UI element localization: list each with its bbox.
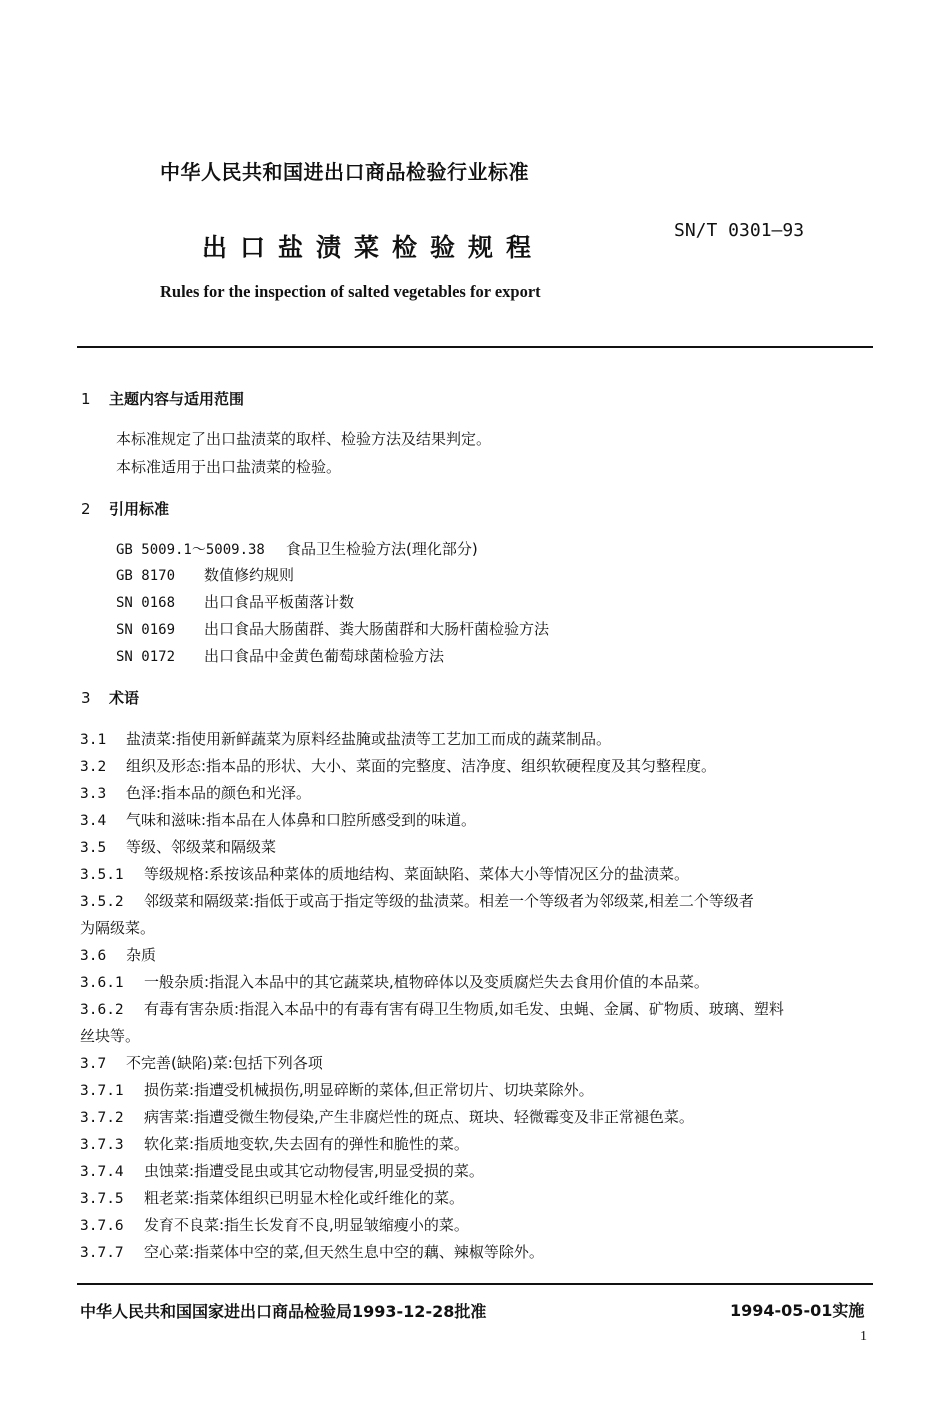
reference-item: [116, 591, 354, 612]
clause-3-7: [80, 1052, 323, 1073]
reference-title: 数值修约规则: [204, 566, 295, 584]
reference-number: GB 8170: [116, 568, 176, 584]
clause-number: 3.5: [80, 840, 107, 856]
clause-text: 邻级菜和隔级菜:指低于或高于指定等级的盐渍菜。相差一个等级者为邻级菜,相差二个等级者: [144, 892, 754, 910]
document-title-cn: 出口盐渍菜检验规程: [202, 233, 545, 262]
clause-continuation: 为隔级菜。: [80, 919, 156, 937]
section-title: 术语: [109, 689, 140, 707]
clause-number: 3.7.4: [80, 1164, 124, 1180]
reference-title: 食品卫生检验方法(理化部分): [286, 540, 478, 558]
clause-text: 等级、邻级菜和隔级菜: [126, 838, 277, 856]
clause-text: 病害菜:指遭受微生物侵染,产生非腐烂性的斑点、斑块、轻微霉变及非正常褪色菜。: [144, 1108, 694, 1126]
clause-3-7-1: [80, 1079, 594, 1100]
clause-number: 3.6.2: [80, 1002, 124, 1018]
clause-3-7-2: [80, 1106, 694, 1127]
issuer-title: 中华人民共和国进出口商品检验行业标准: [160, 160, 529, 184]
footer-divider: [77, 1283, 873, 1285]
clause-text: 有毒有害杂质:指混入本品中的有毒有害有碍卫生物质,如毛发、虫蝇、金属、矿物质、玻璃、塑料: [144, 1000, 784, 1018]
clause-number: 3.1: [80, 732, 107, 748]
clause-text: 空心菜:指菜体中空的菜,但天然生息中空的藕、辣椒等除外。: [144, 1243, 544, 1261]
clause-3-7-3: [80, 1133, 469, 1154]
clause-text: 色泽:指本品的颜色和光泽。: [126, 784, 312, 802]
clause-text: 组织及形态:指本品的形状、大小、菜面的完整度、洁净度、组织软硬程度及其匀整程度。: [126, 757, 717, 775]
clause-3-7-4: [80, 1160, 484, 1181]
page-number: 1: [860, 1329, 867, 1344]
reference-item: [116, 538, 478, 559]
clause-number: 3.5.1: [80, 867, 124, 883]
reference-title: 出口食品大肠菌群、粪大肠菌群和大肠杆菌检验方法: [204, 620, 550, 638]
reference-item: [116, 564, 294, 585]
clause-3-6-1: [80, 971, 709, 992]
paragraph: 本标准规定了出口盐渍菜的取样、检验方法及结果判定。: [116, 430, 492, 448]
reference-number: SN 0169: [116, 622, 176, 638]
section-2-heading: [81, 498, 169, 519]
header-divider: [77, 346, 873, 348]
clause-3-6-2: [80, 998, 784, 1019]
clause-3-6: [80, 944, 156, 965]
section-title: 主题内容与适用范围: [109, 390, 245, 408]
reference-item: [116, 645, 444, 666]
reference-title: 出口食品中金黄色葡萄球菌检验方法: [204, 647, 445, 665]
clause-text: 粗老菜:指菜体组织已明显木栓化或纤维化的菜。: [144, 1189, 465, 1207]
clause-number: 3.7.7: [80, 1245, 124, 1261]
clause-number: 3.7.3: [80, 1137, 124, 1153]
clause-continuation: 丝块等。: [80, 1027, 141, 1045]
clause-number: 3.6.1: [80, 975, 124, 991]
effective-date: 1994-05-01实施: [730, 1301, 865, 1320]
clause-3-4: [80, 809, 476, 830]
clause-text: 杂质: [126, 946, 157, 964]
clause-text: 发育不良菜:指生长发育不良,明显皱缩瘦小的菜。: [144, 1216, 469, 1234]
clause-number: 3.5.2: [80, 894, 124, 910]
clause-number: 3.7.2: [80, 1110, 124, 1126]
clause-number: 3.6: [80, 948, 107, 964]
clause-3-5: [80, 836, 276, 857]
clause-text: 虫蚀菜:指遭受昆虫或其它动物侵害,明显受损的菜。: [144, 1162, 484, 1180]
document-title-en: Rules for the inspection of salted vegetables for export: [160, 282, 541, 301]
clause-3-7-7: [80, 1241, 544, 1262]
section-number: 1: [81, 390, 91, 408]
clause-3-3: [80, 782, 311, 803]
section-number: 3: [81, 689, 91, 707]
clause-number: 3.7.5: [80, 1191, 124, 1207]
clause-number: 3.4: [80, 813, 107, 829]
reference-title: 出口食品平板菌落计数: [204, 593, 355, 611]
section-title: 引用标准: [109, 500, 170, 518]
clause-text: 损伤菜:指遭受机械损伤,明显碎断的菜体,但正常切片、切块菜除外。: [144, 1081, 594, 1099]
section-3-heading: [81, 687, 139, 708]
reference-item: [116, 618, 549, 639]
clause-3-1: [80, 728, 611, 749]
clause-number: 3.7.1: [80, 1083, 124, 1099]
clause-3-7-6: [80, 1214, 469, 1235]
clause-number: 3.7: [80, 1056, 107, 1072]
clause-3-5-1: [80, 863, 689, 884]
section-1-heading: [81, 388, 244, 409]
clause-3-5-2: [80, 890, 754, 911]
clause-number: 3.7.6: [80, 1218, 124, 1234]
reference-number: SN 0172: [116, 649, 176, 665]
section-number: 2: [81, 500, 91, 518]
clause-text: 盐渍菜:指使用新鲜蔬菜为原料经盐腌或盐渍等工艺加工而成的蔬菜制品。: [126, 730, 612, 748]
clause-text: 气味和滋味:指本品在人体鼻和口腔所感受到的味道。: [126, 811, 477, 829]
clause-3-2: [80, 755, 716, 776]
reference-number: GB 5009.1～5009.38: [116, 542, 265, 558]
clause-number: 3.3: [80, 786, 107, 802]
standard-code: SN/T 0301—93: [674, 220, 805, 241]
clause-text: 一般杂质:指混入本品中的其它蔬菜块,植物碎体以及变质腐烂失去食用价值的本品菜。: [144, 973, 709, 991]
clause-text: 不完善(缺陷)菜:包括下列各项: [126, 1054, 323, 1072]
clause-text: 等级规格:系按该品种菜体的质地结构、菜面缺陷、菜体大小等情况区分的盐渍菜。: [144, 865, 690, 883]
clause-number: 3.2: [80, 759, 107, 775]
paragraph: 本标准适用于出口盐渍菜的检验。: [116, 458, 342, 476]
clause-text: 软化菜:指质地变软,失去固有的弹性和脆性的菜。: [144, 1135, 469, 1153]
clause-3-7-5: [80, 1187, 464, 1208]
approval-statement: 中华人民共和国国家进出口商品检验局1993-12-28批准: [80, 1302, 487, 1321]
reference-number: SN 0168: [116, 595, 176, 611]
